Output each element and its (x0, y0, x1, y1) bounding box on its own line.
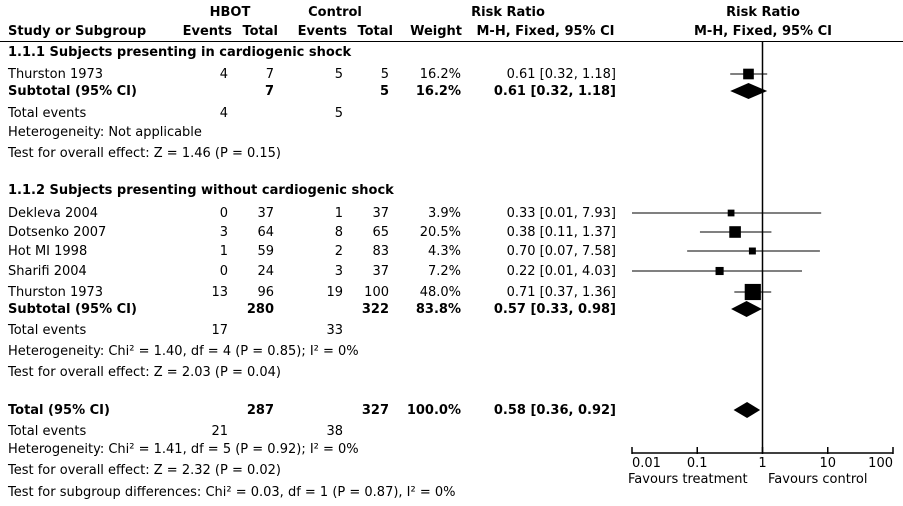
cell-ci: 0.61 [0.32, 1.18] (493, 84, 616, 99)
cell-t1: 96 (257, 285, 274, 300)
cell-t2: 65 (372, 225, 389, 240)
cell-e2: 5 (334, 106, 343, 121)
cell-t1: 24 (257, 264, 274, 279)
cell-ci: 0.58 [0.36, 0.92] (493, 403, 616, 418)
cell-t1: 59 (257, 244, 274, 259)
cell-e1: 0 (219, 206, 228, 221)
study-point (728, 210, 735, 217)
header-group2: Control (308, 5, 362, 20)
cell-t2: 37 (372, 264, 389, 279)
cell-t1: 7 (265, 67, 274, 82)
cell-e1: 4 (219, 67, 228, 82)
cell-ci: 0.57 [0.33, 0.98] (493, 302, 616, 317)
cell-e2: 8 (334, 225, 343, 240)
events-label: Total events (8, 323, 87, 338)
cell-e1: 17 (211, 323, 228, 338)
cell-ci: 0.61 [0.32, 1.18] (506, 67, 616, 82)
text-label: Heterogeneity: Chi² = 1.41, df = 5 (P = 0.92); I² = 0% (8, 442, 359, 457)
cell-ci: 0.70 [0.07, 7.58] (506, 244, 616, 259)
x-tick-label: 0.01 (632, 456, 661, 471)
cell-ci: 0.71 [0.37, 1.36] (506, 285, 616, 300)
pooled-diamond (731, 301, 762, 317)
study-point (743, 69, 754, 80)
study-point (749, 248, 756, 255)
text-label: Test for overall effect: Z = 2.03 (P = 0.04) (8, 365, 281, 380)
cell-e1: 0 (219, 264, 228, 279)
study-point (745, 284, 761, 300)
study-label: Thurston 1973 (8, 285, 104, 300)
header-total2: Total (357, 24, 393, 39)
cell-e2: 1 (334, 206, 343, 221)
cell-t1: 64 (257, 225, 274, 240)
cell-w: 16.2% (419, 67, 461, 82)
cell-t2: 5 (379, 84, 389, 99)
favours-right-label: Favours control (768, 472, 868, 487)
cell-ci: 0.22 [0.01, 4.03] (506, 264, 616, 279)
cell-t1: 7 (264, 84, 274, 99)
cell-t1: 280 (246, 302, 274, 317)
cell-w: 16.2% (415, 84, 461, 99)
cell-t2: 37 (372, 206, 389, 221)
text-label: Heterogeneity: Not applicable (8, 125, 202, 140)
text-label: Test for overall effect: Z = 2.32 (P = 0.02) (8, 463, 281, 478)
header-group1: HBOT (209, 5, 251, 20)
study-label: Thurston 1973 (8, 67, 104, 82)
cell-e2: 38 (326, 424, 343, 439)
events-label: Total events (8, 106, 87, 121)
cell-e2: 19 (326, 285, 343, 300)
text-label: Test for subgroup differences: Chi² = 0.03, df = 1 (P = 0.87), I² = 0% (8, 485, 456, 500)
cell-e2: 2 (334, 244, 343, 259)
x-tick-label: 1 (758, 456, 767, 471)
study-label: Dotsenko 2007 (8, 225, 107, 240)
cell-w: 20.5% (419, 225, 461, 240)
x-tick-label: 10 (819, 456, 837, 471)
cell-w: 7.2% (427, 264, 461, 279)
cell-e1: 13 (211, 285, 228, 300)
cell-t1: 287 (246, 403, 274, 418)
study-label: Hot MI 1998 (8, 244, 88, 259)
subgroup-label: 1.1.1 Subjects presenting in cardiogenic shock (8, 45, 352, 60)
header-rr-method: M-H, Fixed, 95% CI (476, 24, 615, 39)
x-tick-label: 100 (868, 456, 893, 471)
text-label: Heterogeneity: Chi² = 1.40, df = 4 (P = 0.85); I² = 0% (8, 344, 359, 359)
cell-w: 83.8% (415, 302, 461, 317)
header-total1: Total (242, 24, 278, 39)
cell-w: 3.9% (427, 206, 461, 221)
cell-t2: 322 (361, 302, 389, 317)
cell-e2: 3 (334, 264, 343, 279)
header-plot-method: M-H, Fixed, 95% CI (693, 24, 832, 39)
cell-t2: 327 (361, 403, 389, 418)
header-weight: Weight (410, 24, 462, 39)
subgroup-label: 1.1.2 Subjects presenting without cardiogenic shock (8, 183, 394, 198)
header-rr-title: Risk Ratio (471, 5, 545, 20)
subtotal-label: Subtotal (95% CI) (8, 84, 137, 99)
cell-w: 48.0% (419, 285, 461, 300)
study-point (716, 267, 724, 275)
cell-e2: 33 (326, 323, 343, 338)
study-point (729, 226, 741, 238)
subtotal-label: Subtotal (95% CI) (8, 302, 137, 317)
cell-t2: 100 (364, 285, 389, 300)
cell-t1: 37 (257, 206, 274, 221)
header-study-col: Study or Subgroup (8, 24, 147, 39)
cell-t2: 83 (372, 244, 389, 259)
cell-w: 100.0% (406, 403, 461, 418)
cell-ci: 0.33 [0.01, 7.93] (506, 206, 616, 221)
cell-w: 4.3% (427, 244, 461, 259)
pooled-diamond (734, 402, 761, 418)
total-label: Total (95% CI) (8, 403, 110, 418)
cell-t2: 5 (380, 67, 389, 82)
cell-e1: 21 (211, 424, 228, 439)
cell-e1: 3 (219, 225, 228, 240)
study-label: Sharifi 2004 (8, 264, 87, 279)
cell-e1: 4 (219, 106, 228, 121)
cell-ci: 0.38 [0.11, 1.37] (506, 225, 616, 240)
header-plot-title: Risk Ratio (726, 5, 800, 20)
header-events1: Events (182, 24, 232, 39)
x-tick-label: 0.1 (686, 456, 708, 471)
cell-e2: 5 (334, 67, 343, 82)
favours-left-label: Favours treatment (628, 472, 748, 487)
text-label: Test for overall effect: Z = 1.46 (P = 0.15) (8, 146, 281, 161)
study-label: Dekleva 2004 (8, 206, 99, 221)
cell-e1: 1 (219, 244, 228, 259)
header-events2: Events (297, 24, 347, 39)
pooled-diamond (730, 83, 767, 99)
events-label: Total events (8, 424, 87, 439)
